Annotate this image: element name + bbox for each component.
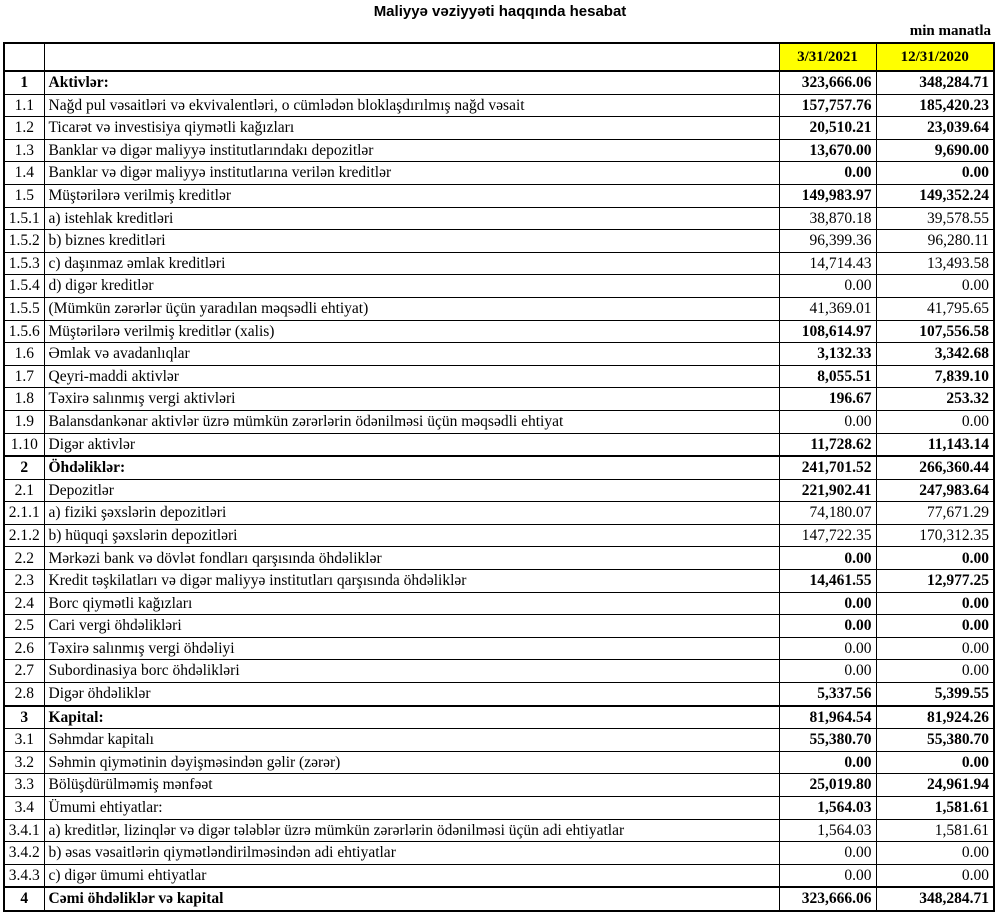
row-value-prior: 107,556.58 bbox=[876, 320, 994, 343]
row-label: Digər aktivlər bbox=[44, 433, 779, 456]
row-label: Mərkəzi bank və dövlət fondları qarşısında öhdəliklər bbox=[44, 547, 779, 570]
table-row bbox=[4, 819, 994, 842]
row-value-prior: 13,493.58 bbox=[876, 252, 994, 275]
row-number: 2.4 bbox=[4, 592, 44, 615]
row-value-prior: 96,280.11 bbox=[876, 230, 994, 253]
row-number: 1 bbox=[4, 71, 44, 94]
header-row bbox=[4, 43, 994, 71]
row-value-current: 3,132.33 bbox=[779, 343, 876, 366]
table-row bbox=[4, 297, 994, 320]
row-label: Kredit təşkilatları və digər maliyyə institutları qarşısında öhdəliklər bbox=[44, 570, 779, 593]
row-number: 2.8 bbox=[4, 683, 44, 706]
row-number: 2.7 bbox=[4, 660, 44, 683]
row-label: Digər öhdəliklər bbox=[44, 683, 779, 706]
row-value-current: 11,728.62 bbox=[779, 433, 876, 456]
row-value-prior: 253.32 bbox=[876, 388, 994, 411]
row-value-current: 20,510.21 bbox=[779, 117, 876, 140]
row-number: 1.1 bbox=[4, 94, 44, 117]
row-number: 3.4 bbox=[4, 797, 44, 820]
table-header bbox=[4, 43, 994, 71]
row-label: Müştərilərə verilmiş kreditlər bbox=[44, 184, 779, 207]
table-row bbox=[4, 410, 994, 433]
row-value-current: 8,055.51 bbox=[779, 365, 876, 388]
row-value-current: 14,461.55 bbox=[779, 570, 876, 593]
row-value-prior: 77,671.29 bbox=[876, 502, 994, 525]
row-value-current: 0.00 bbox=[779, 547, 876, 570]
row-value-current: 74,180.07 bbox=[779, 502, 876, 525]
table-body bbox=[4, 71, 994, 911]
row-label: Səhmdar kapitalı bbox=[44, 729, 779, 752]
row-value-prior: 55,380.70 bbox=[876, 729, 994, 752]
row-value-current: 157,757.76 bbox=[779, 94, 876, 117]
row-number: 3.4.2 bbox=[4, 842, 44, 865]
table-row bbox=[4, 117, 994, 140]
row-value-current: 55,380.70 bbox=[779, 729, 876, 752]
row-value-current: 1,564.03 bbox=[779, 819, 876, 842]
row-number: 3.1 bbox=[4, 729, 44, 752]
row-value-current: 0.00 bbox=[779, 660, 876, 683]
row-value-current: 0.00 bbox=[779, 637, 876, 660]
row-value-current: 25,019.80 bbox=[779, 774, 876, 797]
row-value-current: 14,714.43 bbox=[779, 252, 876, 275]
row-value-prior: 0.00 bbox=[876, 547, 994, 570]
row-number: 3.2 bbox=[4, 751, 44, 774]
table-row bbox=[4, 570, 994, 593]
table-row bbox=[4, 706, 994, 729]
row-value-prior: 3,342.68 bbox=[876, 343, 994, 366]
row-value-current: 0.00 bbox=[779, 751, 876, 774]
row-number: 1.5.3 bbox=[4, 252, 44, 275]
table-row bbox=[4, 343, 994, 366]
row-value-current: 96,399.36 bbox=[779, 230, 876, 253]
table-row bbox=[4, 592, 994, 615]
row-label: Ümumi ehtiyatlar: bbox=[44, 797, 779, 820]
row-number: 2.1.2 bbox=[4, 524, 44, 547]
row-value-prior: 170,312.35 bbox=[876, 524, 994, 547]
row-label: Təxirə salınmış vergi öhdəliyi bbox=[44, 637, 779, 660]
row-value-prior: 24,961.94 bbox=[876, 774, 994, 797]
row-value-prior: 0.00 bbox=[876, 637, 994, 660]
table-row bbox=[4, 479, 994, 502]
row-label: (Mümkün zərərlər üçün yaradılan məqsədli ehtiyat) bbox=[44, 297, 779, 320]
table-row bbox=[4, 842, 994, 865]
row-value-prior: 81,924.26 bbox=[876, 706, 994, 729]
row-value-current: 13,670.00 bbox=[779, 139, 876, 162]
row-label: a) fiziki şəxslərin depozitləri bbox=[44, 502, 779, 525]
table-row bbox=[4, 547, 994, 570]
row-number: 1.7 bbox=[4, 365, 44, 388]
table-row bbox=[4, 887, 994, 911]
row-number: 2.2 bbox=[4, 547, 44, 570]
row-value-prior: 5,399.55 bbox=[876, 683, 994, 706]
row-value-prior: 0.00 bbox=[876, 592, 994, 615]
table-row bbox=[4, 683, 994, 706]
row-value-prior: 41,795.65 bbox=[876, 297, 994, 320]
row-value-current: 38,870.18 bbox=[779, 207, 876, 230]
row-value-prior: 1,581.61 bbox=[876, 819, 994, 842]
row-label: Ticarət və investisiya qiymətli kağızları bbox=[44, 117, 779, 140]
table-row bbox=[4, 71, 994, 94]
row-value-prior: 0.00 bbox=[876, 660, 994, 683]
row-number: 1.5.1 bbox=[4, 207, 44, 230]
table-row bbox=[4, 162, 994, 185]
row-number: 1.3 bbox=[4, 139, 44, 162]
row-number: 2.3 bbox=[4, 570, 44, 593]
row-label: Cari vergi öhdəlikləri bbox=[44, 615, 779, 638]
row-value-current: 147,722.35 bbox=[779, 524, 876, 547]
row-value-current: 221,902.41 bbox=[779, 479, 876, 502]
row-label: Səhmin qiymətinin dəyişməsindən gəlir (zərər) bbox=[44, 751, 779, 774]
table-row bbox=[4, 433, 994, 456]
row-value-prior: 1,581.61 bbox=[876, 797, 994, 820]
row-value-current: 0.00 bbox=[779, 864, 876, 887]
row-value-prior: 266,360.44 bbox=[876, 456, 994, 479]
row-label: Kapital: bbox=[44, 706, 779, 729]
row-label: Təxirə salınmış vergi aktivləri bbox=[44, 388, 779, 411]
table-row bbox=[4, 320, 994, 343]
row-number: 1.9 bbox=[4, 410, 44, 433]
row-label: c) digər ümumi ehtiyatlar bbox=[44, 864, 779, 887]
row-label: c) daşınmaz əmlak kreditləri bbox=[44, 252, 779, 275]
row-value-prior: 149,352.24 bbox=[876, 184, 994, 207]
row-value-current: 0.00 bbox=[779, 592, 876, 615]
row-value-current: 323,666.06 bbox=[779, 887, 876, 911]
row-number: 2 bbox=[4, 456, 44, 479]
row-value-prior: 0.00 bbox=[876, 864, 994, 887]
row-number: 3 bbox=[4, 706, 44, 729]
row-label: Borc qiymətli kağızları bbox=[44, 592, 779, 615]
row-value-prior: 11,143.14 bbox=[876, 433, 994, 456]
row-value-current: 149,983.97 bbox=[779, 184, 876, 207]
row-label: a) istehlak kreditləri bbox=[44, 207, 779, 230]
table-row bbox=[4, 388, 994, 411]
table-row bbox=[4, 230, 994, 253]
table-row bbox=[4, 456, 994, 479]
table-row bbox=[4, 252, 994, 275]
row-number: 2.1.1 bbox=[4, 502, 44, 525]
column-header-prior-period: 12/31/2020 bbox=[876, 43, 994, 71]
row-number: 3.3 bbox=[4, 774, 44, 797]
row-label: Qeyri-maddi aktivlər bbox=[44, 365, 779, 388]
row-label: Öhdəliklər: bbox=[44, 456, 779, 479]
row-value-current: 0.00 bbox=[779, 842, 876, 865]
row-number: 3.4.3 bbox=[4, 864, 44, 887]
row-value-prior: 0.00 bbox=[876, 615, 994, 638]
row-number: 2.6 bbox=[4, 637, 44, 660]
row-value-prior: 348,284.71 bbox=[876, 887, 994, 911]
row-value-current: 196.67 bbox=[779, 388, 876, 411]
table-row bbox=[4, 94, 994, 117]
row-number: 1.6 bbox=[4, 343, 44, 366]
row-label: a) kreditlər, lizinqlər və digər tələblər üzrə mümkün zərərlərin ödənilməsi üçün adi ehtiyatlar bbox=[44, 819, 779, 842]
row-label: Əmlak və avadanlıqlar bbox=[44, 343, 779, 366]
row-value-current: 81,964.54 bbox=[779, 706, 876, 729]
header-label-cell bbox=[44, 43, 779, 71]
table-row bbox=[4, 275, 994, 298]
row-label: Aktivlər: bbox=[44, 71, 779, 94]
row-value-current: 0.00 bbox=[779, 410, 876, 433]
row-label: Banklar və digər maliyyə institutlarına verilən kreditlər bbox=[44, 162, 779, 185]
table-row bbox=[4, 864, 994, 887]
row-label: Müştərilərə verilmiş kreditlər (xalis) bbox=[44, 320, 779, 343]
row-label: Nağd pul vəsaitləri və ekvivalentləri, o cümlədən bloklaşdırılmış nağd vəsait bbox=[44, 94, 779, 117]
row-number: 1.10 bbox=[4, 433, 44, 456]
row-value-current: 323,666.06 bbox=[779, 71, 876, 94]
row-number: 4 bbox=[4, 887, 44, 911]
table-row bbox=[4, 774, 994, 797]
table-row bbox=[4, 615, 994, 638]
row-value-current: 5,337.56 bbox=[779, 683, 876, 706]
row-label: b) əsas vəsaitlərin qiymətləndirilməsindən adi ehtiyatlar bbox=[44, 842, 779, 865]
table-row bbox=[4, 729, 994, 752]
row-number: 1.4 bbox=[4, 162, 44, 185]
row-number: 1.5 bbox=[4, 184, 44, 207]
row-label: Balansdankənar aktivlər üzrə mümkün zərərlərin ödənilməsi üçün məqsədli ehtiyat bbox=[44, 410, 779, 433]
row-value-prior: 0.00 bbox=[876, 410, 994, 433]
row-value-prior: 0.00 bbox=[876, 275, 994, 298]
row-value-prior: 0.00 bbox=[876, 162, 994, 185]
table-row bbox=[4, 207, 994, 230]
table-row bbox=[4, 797, 994, 820]
row-label: b) hüquqi şəxslərin depozitləri bbox=[44, 524, 779, 547]
table-row bbox=[4, 751, 994, 774]
row-value-current: 41,369.01 bbox=[779, 297, 876, 320]
table-row bbox=[4, 139, 994, 162]
row-label: Depozitlər bbox=[44, 479, 779, 502]
row-value-prior: 0.00 bbox=[876, 842, 994, 865]
row-number: 1.5.4 bbox=[4, 275, 44, 298]
table-row bbox=[4, 502, 994, 525]
row-label: b) biznes kreditləri bbox=[44, 230, 779, 253]
row-label: Subordinasiya borc öhdəlikləri bbox=[44, 660, 779, 683]
table-row bbox=[4, 637, 994, 660]
row-number: 1.5.2 bbox=[4, 230, 44, 253]
row-number: 1.2 bbox=[4, 117, 44, 140]
page-title: Maliyyə vəziyyəti haqqında hesabat bbox=[373, 3, 627, 20]
row-number: 1.5.6 bbox=[4, 320, 44, 343]
row-value-prior: 12,977.25 bbox=[876, 570, 994, 593]
row-label: Cəmi öhdəliklər və kapital bbox=[44, 887, 779, 911]
financial-position-table bbox=[3, 42, 995, 912]
row-number: 3.4.1 bbox=[4, 819, 44, 842]
table-row bbox=[4, 524, 994, 547]
row-number: 2.1 bbox=[4, 479, 44, 502]
row-value-current: 108,614.97 bbox=[779, 320, 876, 343]
row-value-prior: 9,690.00 bbox=[876, 139, 994, 162]
row-value-current: 0.00 bbox=[779, 615, 876, 638]
row-value-current: 241,701.52 bbox=[779, 456, 876, 479]
row-value-prior: 185,420.23 bbox=[876, 94, 994, 117]
row-value-prior: 247,983.64 bbox=[876, 479, 994, 502]
row-number: 1.5.5 bbox=[4, 297, 44, 320]
table-row bbox=[4, 365, 994, 388]
header-number-cell bbox=[4, 43, 44, 71]
row-label: Banklar və digər maliyyə institutlarındakı depozitlər bbox=[44, 139, 779, 162]
unit-note: min manatla bbox=[909, 23, 991, 39]
row-number: 2.5 bbox=[4, 615, 44, 638]
row-value-prior: 348,284.71 bbox=[876, 71, 994, 94]
row-value-prior: 0.00 bbox=[876, 751, 994, 774]
row-value-current: 0.00 bbox=[779, 275, 876, 298]
row-number: 1.8 bbox=[4, 388, 44, 411]
row-label: Bölüşdürülməmiş mənfəət bbox=[44, 774, 779, 797]
row-value-prior: 39,578.55 bbox=[876, 207, 994, 230]
row-value-current: 0.00 bbox=[779, 162, 876, 185]
table-row bbox=[4, 660, 994, 683]
row-value-prior: 7,839.10 bbox=[876, 365, 994, 388]
table-row bbox=[4, 184, 994, 207]
row-value-prior: 23,039.64 bbox=[876, 117, 994, 140]
row-value-current: 1,564.03 bbox=[779, 797, 876, 820]
column-header-current-period: 3/31/2021 bbox=[779, 43, 876, 71]
row-label: d) digər kreditlər bbox=[44, 275, 779, 298]
